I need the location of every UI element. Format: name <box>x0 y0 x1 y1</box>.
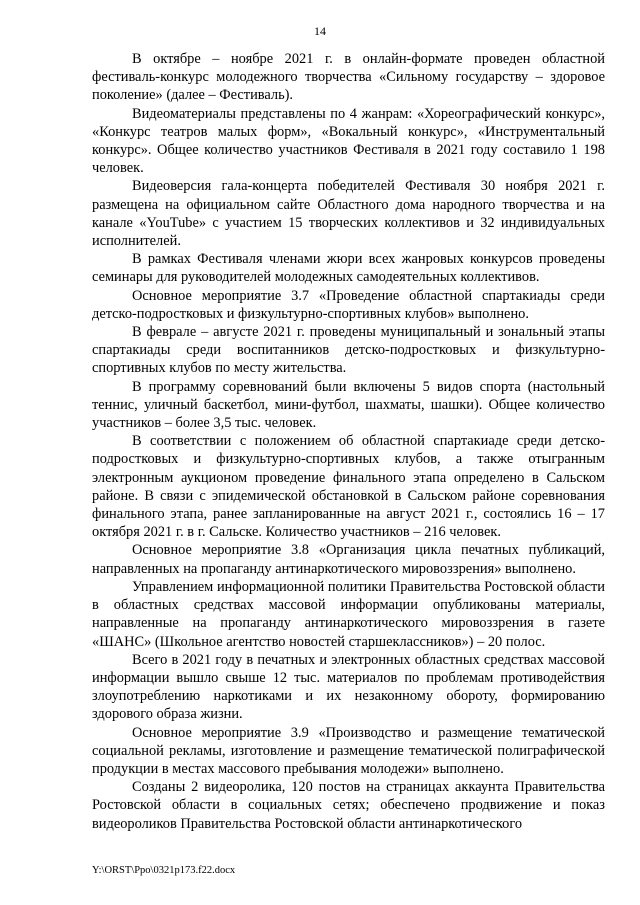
paragraph: В октябре – ноябре 2021 г. в онлайн-формате проведен областной фестиваль-конкурс молодежного творчества «Сильному государству – здоровое поколение» (далее – Фестиваль). <box>92 51 605 104</box>
file-path-footer: Y:\ORST\Ppo\0321p173.f22.docx <box>92 865 236 876</box>
document-body <box>92 50 605 833</box>
paragraph: Видеоверсия гала-концерта победителей Фестиваля 30 ноября 2021 г. размещена на официальном сайте Областного дома народного творчества и на канале «YouTube» с участием 15 творческих коллективов и 32 индивидуальных исполнителей. <box>92 178 605 250</box>
paragraph: Управлением информационной политики Правительства Ростовской области в областных средствах массовой информации опубликованы материалы, направленные на пропаганду антинаркотического мировоззрения в газете «ШАНС» (Школьное агентство новостей старшеклассников») – 20 полос. <box>92 578 605 650</box>
paragraph: В феврале – августе 2021 г. проведены муниципальный и зональный этапы спартакиады среди воспитанников детско-подростковых и физкультурно-спортивных клубов по месту жительства. <box>92 324 605 377</box>
paragraph: В соответствии с положением об областной спартакиаде среди детско-подростковых и физкультурно-спортивных клубов, а также отыгранным электронным аукционом проведение финального этапа определено в Сальском районе. В связи с эпидемической обстановкой в Сальском районе соревнования финального этапа, ранее запланированные на август 2021 г., состоялись 16 – 17 октября 2021 г. в г. Сальске. Количество участников – 216 человек. <box>92 433 605 541</box>
page-number: 14 <box>314 24 326 38</box>
paragraph: В программу соревнований были включены 5 видов спорта (настольный теннис, уличный баскетбол, мини-футбол, шахматы, шашки). Общее количество участников – более 3,5 тыс. человек. <box>92 378 605 432</box>
paragraph: Созданы 2 видеоролика, 120 постов на страницах аккаунта Правительства Ростовской области в социальных сетях; обеспечено продвижение и показ видеороликов Правительства Ростовской области антинаркотического <box>92 779 605 832</box>
paragraph: Всего в 2021 году в печатных и электронных областных средствах массовой информации вышло свыше 12 тыс. материалов по проблемам противодействия злоупотреблению наркотиками и их незаконному обороту, формированию здорового образа жизни. <box>92 651 605 723</box>
paragraph: Основное мероприятие 3.7 «Проведение областной спартакиады среди детско-подростковых и физкультурно-спортивных клубов» выполнено. <box>92 287 605 322</box>
paragraph: В рамках Фестиваля членами жюри всех жанровых конкурсов проведены семинары для руководителей молодежных самодеятельных коллективов. <box>92 251 605 286</box>
paragraph: Основное мероприятие 3.8 «Организация цикла печатных публикаций, направленных на пропаганду антинаркотического мировоззрения» выполнено. <box>92 542 605 577</box>
paragraph: Видеоматериалы представлены по 4 жанрам: «Хореографический конкурс», «Конкурс театров малых форм», «Вокальный конкурс», «Инструментальный конкурс». Общее количество участников Фестиваля в 2021 году составило 1 198 человек. <box>92 105 605 177</box>
paragraph: Основное мероприятие 3.9 «Производство и размещение тематической социальной рекламы, изготовление и размещение тематической полиграфической продукции в местах массового пребывания молодежи» выполнено. <box>92 724 605 777</box>
